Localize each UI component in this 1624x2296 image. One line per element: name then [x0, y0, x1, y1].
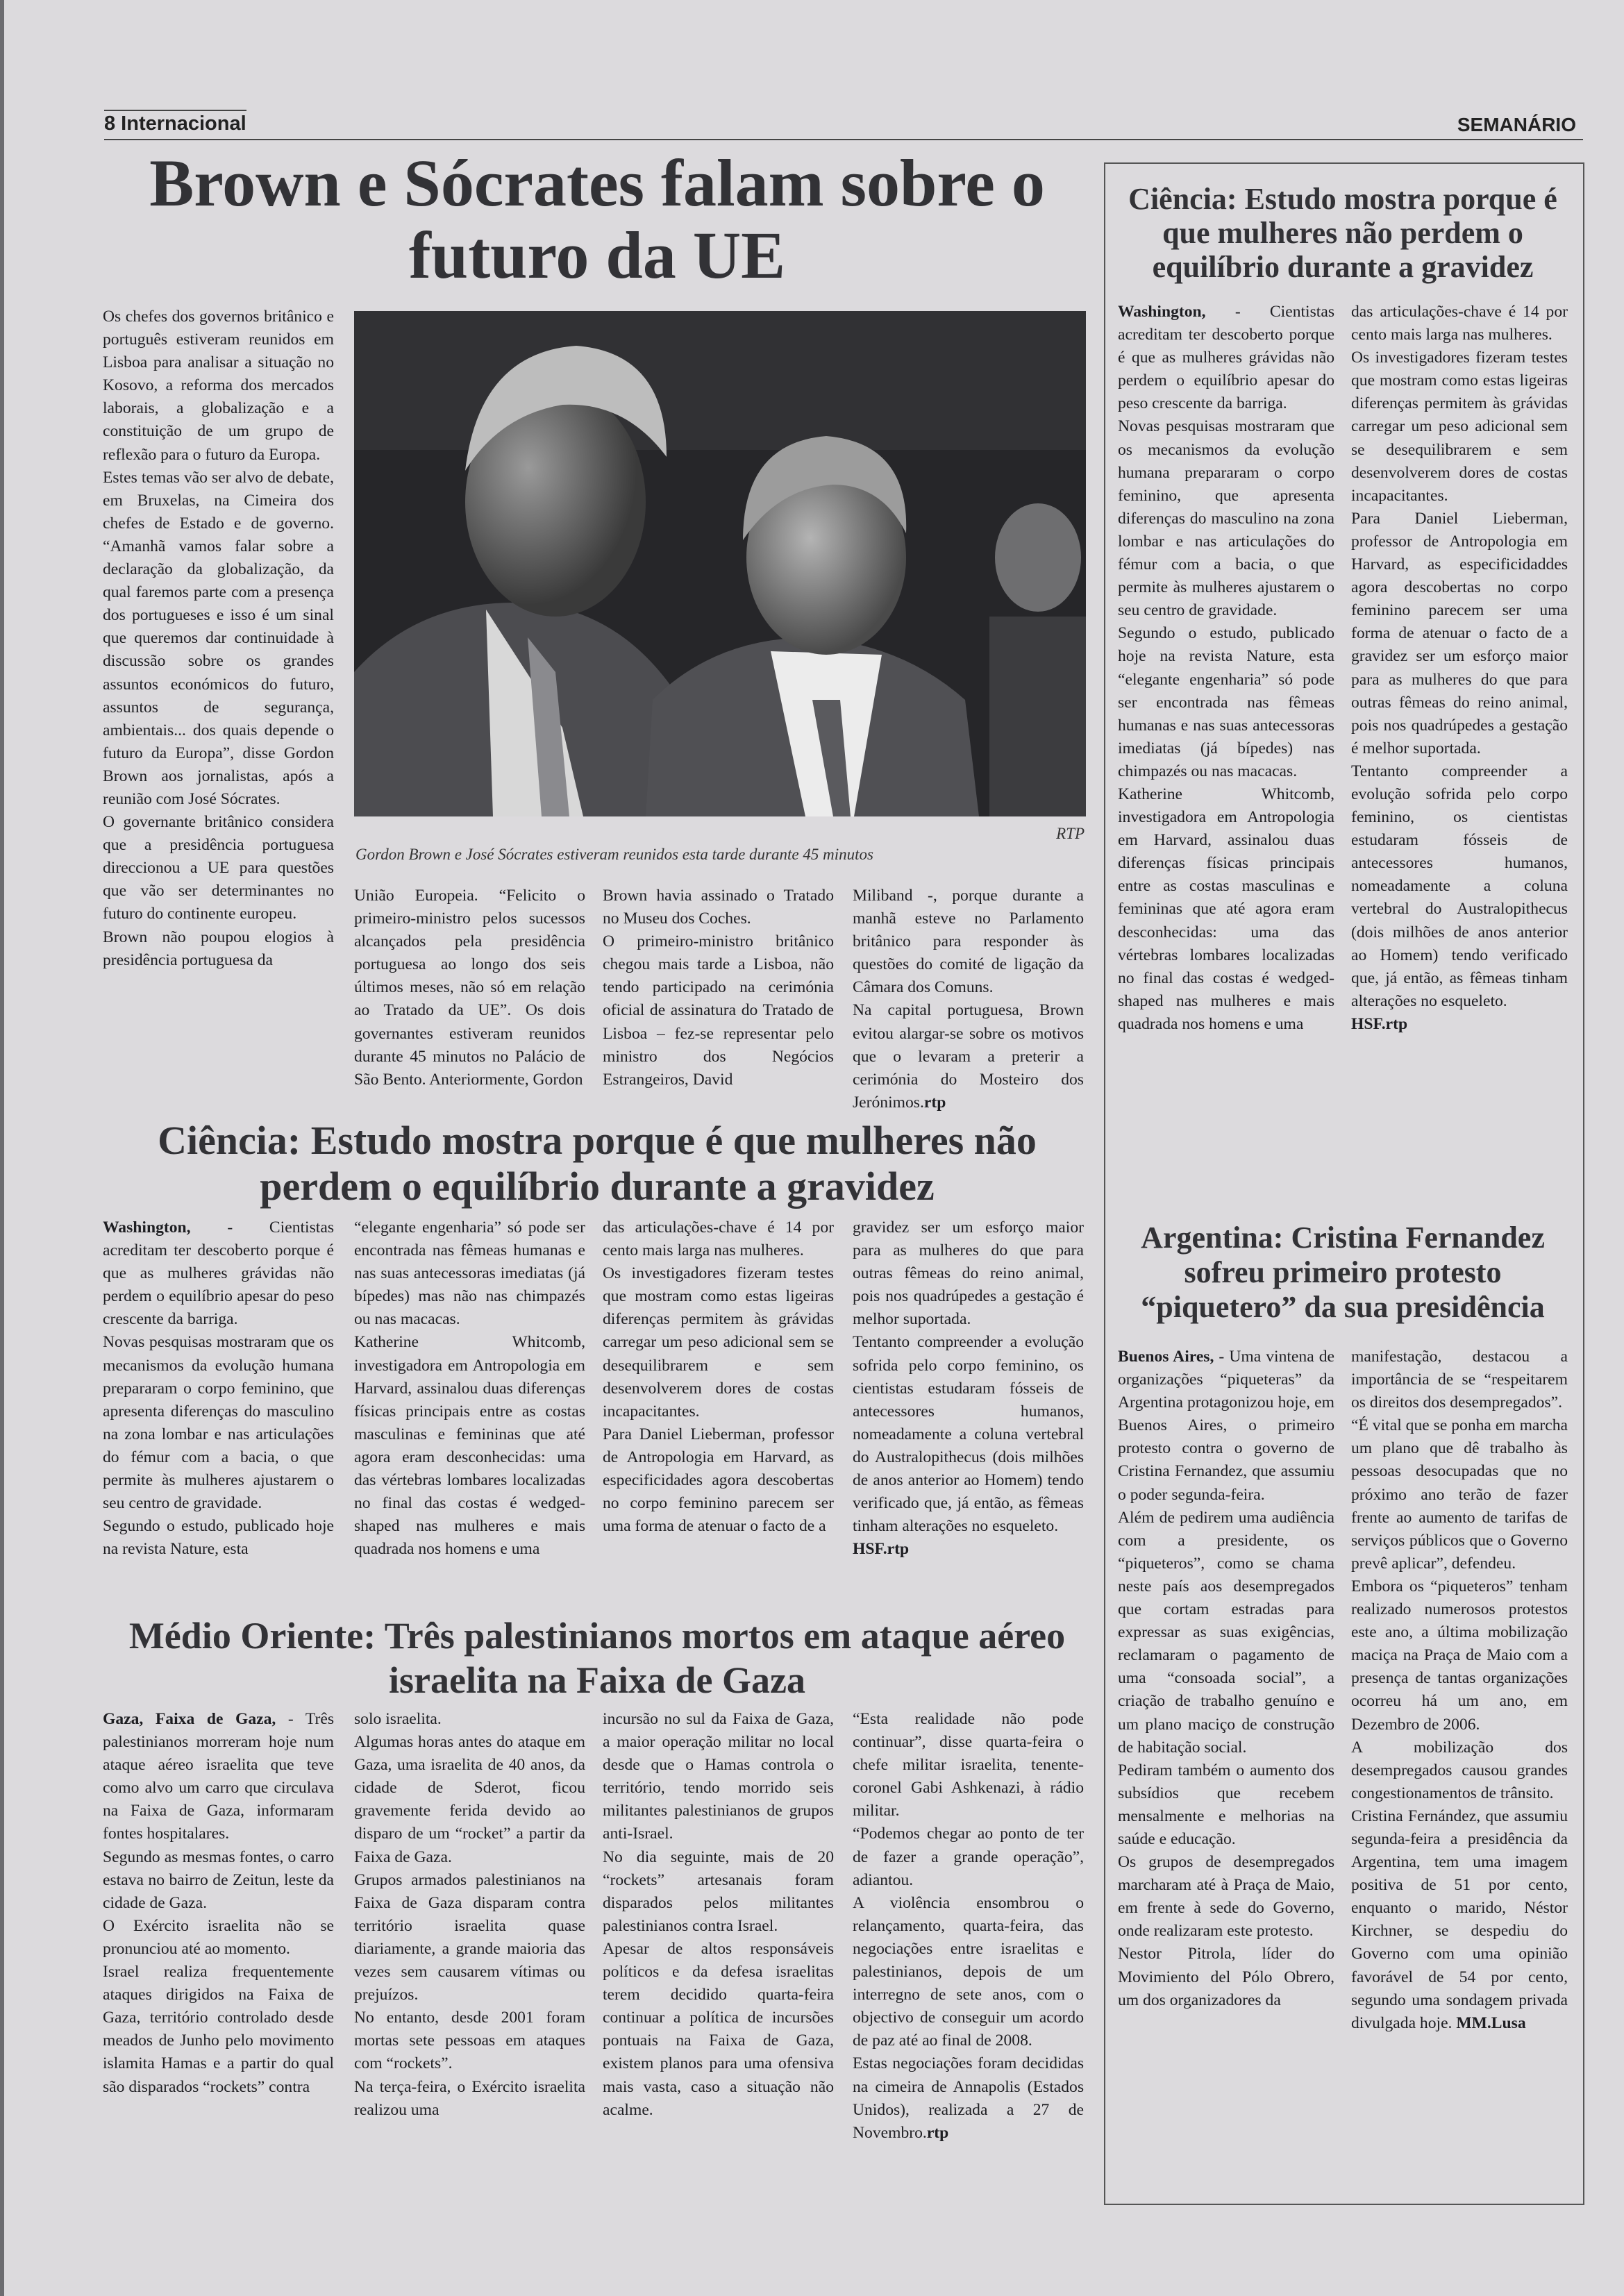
paragraph [1351, 1805, 1568, 2035]
paragraph: “Podemos chegar ao ponto de ter de fazer a grande operação”, adiantou. [853, 1825, 1084, 1889]
article-signature: MM.Lusa [1456, 2013, 1526, 2032]
lead-text: - Cientistas acreditam ter descoberto porque é que as mulheres grávidas não perdem o equilíbrio apesar do peso crescente da barriga. [1118, 303, 1334, 413]
caption-text: Gordon Brown e José Sócrates estiveram reunidos esta tarde durante 45 minutos [355, 846, 873, 863]
paragraph: O primeiro-ministro britânico chegou mais tarde a Lisboa, não tendo participado na cerimónia oficial de assinatura do Tratado de Lisboa – fez-se representar pelo ministro dos Negócios Estrangeiros, David [603, 932, 834, 1089]
brown-socrates-col1 [103, 305, 334, 1118]
paragraph: “Esta realidade não pode continuar”, disse quarta-feira o chefe militar israelita, tenente-coronel Gabi Ashkenazi, à rádio militar. [853, 1710, 1084, 1820]
paragraph: Para Daniel Lieberman, professor de Antropologia em Harvard, as especificidades agora descobertas no corpo feminino parecem ser uma forma de atenuar o facto de a [603, 1425, 834, 1536]
article-signature: HSF.rtp [1351, 1014, 1408, 1033]
sidebar-ciencia-col1 [1118, 301, 1334, 1203]
lead-text: - Cientistas acreditam ter descoberto porque é que as mulheres grávidas não perdem o equilíbrio apesar do peso crescente da barriga. [103, 1218, 334, 1329]
paragraph [853, 1538, 1084, 1561]
paragraph: das articulações-chave é 14 por cento mais larga nas mulheres. [603, 1218, 834, 1260]
paragraph: Brown não poupou elogios à presidência portuguesa da [103, 928, 334, 969]
lead-text: - Três palestinianos morreram hoje num ataque aéreo israelita que teve como alvo um carro que circulava na Faixa de Gaza, informaram fontes hospitalares. [103, 1710, 334, 1843]
paragraph: A mobilização dos desempregados causou grandes congestionamentos de trânsito. [1351, 1738, 1568, 1802]
medio-oriente-col3 [603, 1708, 834, 2201]
paragraph: Os chefes dos governos britânico e português estiveram reunidos em Lisboa para analisar a situação no Kosovo, a reforma dos mercados laborais, a globalização e a constituição de um grupo de reflexão para o futuro da Europa. [103, 308, 334, 464]
paragraph: Os grupos de desempregados marcharam até à Praça de Maio, em frente à sede do Governo, onde realizaram este protesto. [1118, 1853, 1334, 1941]
paragraph: Algumas horas antes do ataque em Gaza, uma israelita de 40 anos, da cidade de Sderot, ficou gravemente ferida devido ao disparo de um “rocket” a partir da Faixa de Gaza. [354, 1733, 585, 1866]
paragraph: “É vital que se ponha em marcha um plano que dê trabalho às pessoas desocupadas que no próximo ano terão de fazer frente ao aumento de tarifas de serviços públicos que o Governo prevê aplicar”, defendeu. [1351, 1416, 1568, 1573]
brown-socrates-headline: Brown e Sócrates falam sobre o futuro da UE [149, 146, 1045, 292]
section-label: 8 Internacional [104, 110, 246, 135]
photo-credit: RTP [1056, 825, 1085, 842]
photo-leaders-image [354, 311, 1086, 816]
ciencia-col3 [603, 1216, 834, 1612]
dateline: Washington, [1118, 303, 1206, 321]
paragraph: Além de pedirem uma audiência com a presidente, os “piqueteros”, como se chama neste país aos desempregados que cortam estradas para expressar as suas exigências, reclamaram o pagamento de uma “consoada social”, a criação de trabalho genuíno e um plano maciço de construção de habitação social. [1118, 1508, 1334, 1757]
medio-oriente-col2 [354, 1708, 585, 2201]
paragraph [103, 1216, 334, 1331]
paragraph [1351, 1013, 1568, 1036]
lead-text: - Uma vintena de organizações “piqueteras” da Argentina protagonizou hoje, em Buenos Aires, o primeiro protesto contra o governo de Cristina Fernandez, que assumiu o poder segunda-feira. [1118, 1348, 1334, 1504]
article-signature: rtp [926, 2123, 949, 2142]
paragraph: Katherine Whitcomb, investigadora em Antropologia em Harvard, assinalou duas diferenças físicas principais entre as costas masculinas e femininas que até agora eram desconhecidas: uma das vértebras lombares localizadas no final das costas é wedged-shaped nas mulheres e mais quadrada nos homens e uma [354, 1333, 585, 1559]
paragraph: Brown havia assinado o Tratado no Museu dos Coches. [603, 887, 834, 928]
article-signature: HSF.rtp [853, 1540, 910, 1559]
paragraph: A violência ensombrou o relançamento, quarta-feira, das negociações entre israelitas e palestinianos, depois de um interregno de sete anos, com o objectivo de conseguir um acordo de paz até ao final de 2008. [853, 1893, 1084, 2050]
paragraph: União Europeia. “Felicito o primeiro-ministro pelos sucessos alcançados pela presidência portuguesa ao longo dos seis últimos meses, não só em relação ao Tratado da UE”. Os dois governantes estiveram reunidos durante 45 minutos no Palácio de São Bento. Anteriormente, Gordon [354, 887, 585, 1089]
paragraph: Nestor Pitrola, líder do Movimiento del Pólo Obrero, um dos organizadores da [1118, 1945, 1334, 2009]
paragraph: Grupos armados palestinianos na Faixa de Gaza disparam contra território israelita quase diariamente, a grande maioria das vezes sem causarem vítimas ou prejuízos. [354, 1870, 585, 2004]
ciencia-col4 [853, 1216, 1084, 1612]
paragraph: Segundo o estudo, publicado hoje na revista Nature, esta [103, 1517, 334, 1559]
paragraph [1118, 301, 1334, 415]
paragraph: Na terça-feira, o Exército israelita realizou uma [354, 2077, 585, 2119]
paragraph: gravidez ser um esforço maior para as mulheres do que para outras fêmeas do reino animal, pois nos quadrúpedes a gestação é melhor suportada. [853, 1218, 1084, 1329]
sidebar-argentina-col2 [1351, 1346, 1568, 2193]
paragraph-text: Estas negociações foram decididas na cimeira de Annapolis (Estados Unidos), realizada a 27 de Novembro. [853, 2054, 1084, 2142]
paragraph [853, 2052, 1084, 2144]
paragraph-text: Cristina Fernández, que assumiu segunda-feira a presidência da Argentina, tem uma imagem positiva de 51 por cento, enquanto o marido, Néstor Kirchner, se despediu do Governo com uma opinião favorável de 54 por cento, segundo uma sondagem privada divulgada hoje. [1351, 1807, 1568, 2032]
paragraph: Pediram também o aumento dos subsídios que recebem mensalmente e melhorias na saúde e educação. [1118, 1761, 1334, 1848]
medio-oriente-headline: Médio Oriente: Três palestinianos mortos em ataque aéreo israelita na Faixa de Gaza [128, 1615, 1066, 1701]
paragraph: Novas pesquisas mostraram que os mecanismos da evolução humana prepararam o corpo feminino, que apresenta diferenças do masculino na zona lombar e nas articulações do fémur com a bacia, o que permite às mulheres ajustarem o seu centro de gravidade. [103, 1333, 334, 1513]
sidebar-argentina-col1 [1118, 1346, 1334, 2193]
page-edge [0, 0, 4, 2296]
article-signature: rtp [923, 1093, 946, 1112]
paragraph: Os investigadores fizeram testes que mostram como estas ligeiras diferenças permitem às grávidas carregar um peso adicional sem se desequilibrarem e sem desenvolverem dores de costas incapacitantes. [1351, 349, 1568, 505]
news-photo [354, 311, 1086, 816]
sidebar-argentina-headline: Argentina: Cristina Fernandez sofreu primeiro protesto “piquetero” da sua presidência [1141, 1221, 1545, 1324]
paragraph: Na capital portuguesa, Brown evitou alargar-se sobre os motivos que o levaram a preterir a cerimónia do Mosteiro dos Jerónimos.rtp [853, 1001, 1084, 1112]
paragraph [103, 1708, 334, 1846]
paragraph: solo israelita. [354, 1710, 442, 1728]
sidebar-ciencia-headline: Ciência: Estudo mostra porque é que mulheres não perdem o equilíbrio durante a gravidez [1128, 182, 1557, 284]
paragraph: Katherine Whitcomb, investigadora em Antropologia em Harvard, assinalou duas diferenças físicas principais entre as costas masculinas e femininas que até agora eram desconhecidas: uma das vértebras lombares localizadas no final das costas é wedged-shaped nas mulheres e mais quadrada nos homens e uma [1118, 785, 1334, 1033]
publication-name: SEMANÁRIO [1457, 114, 1576, 135]
paragraph: Miliband -, porque durante a manhã esteve no Parlamento britânico para responder às questões do comité de ligação da Câmara dos Comuns. [853, 887, 1084, 997]
brown-socrates-col3 [603, 885, 834, 1118]
page-header [104, 110, 1583, 140]
paragraph: No entanto, desde 2001 foram mortas sete pessoas em ataques com “rockets”. [354, 2009, 585, 2073]
paragraph: Os investigadores fizeram testes que mostram como estas ligeiras diferenças permitem às grávidas carregar um peso adicional sem se desequilibrarem e sem desenvolverem dores de costas incapacitantes. [603, 1264, 834, 1421]
paragraph: O Exército israelita não se pronunciou até ao momento. [103, 1916, 334, 1958]
photo-caption [355, 825, 1085, 864]
dateline: Buenos Aires, [1118, 1348, 1214, 1366]
paragraph: Novas pesquisas mostraram que os mecanismos da evolução humana prepararam o corpo feminino, que apresenta diferenças do masculino na zona lombar e nas articulações do fémur com a bacia, o que permite às mulheres ajustarem o seu centro de gravidade. [1118, 417, 1334, 620]
ciencia-headline: Ciência: Estudo mostra porque é que mulheres não perdem o equilíbrio durante a gravidez [158, 1118, 1037, 1209]
paragraph [1118, 1346, 1334, 1507]
paragraph: Embora os “piqueteros” tenham realizado numerosos protestos este ano, a última mobilização maciça na Praça de Maio com a presença de tantas organizações ocorreu há um ano, em Dezembro de 2006. [1351, 1577, 1568, 1734]
medio-oriente-col4 [853, 1708, 1084, 2201]
paragraph: das articulações-chave é 14 por cento mais larga nas mulheres. [1351, 303, 1568, 344]
paragraph: No dia seguinte, mais de 20 “rockets” artesanais foram disparados pelos militantes palestinianos contra Israel. [603, 1847, 834, 1935]
ciencia-col1 [103, 1216, 334, 1612]
paragraph: Tentanto compreender a evolução sofrida pelo corpo feminino, os cientistas estudaram fósseis de antecessores humanos, nomeadamente a coluna vertebral do Australopithecus (dois milhões de anos anterior ao Homem) tendo verificado que, já então, as fêmeas tinham alterações no esqueleto. [853, 1333, 1084, 1536]
paragraph: Estes temas vão ser alvo de debate, em Bruxelas, na Cimeira dos chefes de Estado e de governo. “Amanhã vamos falar sobre a declaração da globalização, da qual faremos parte com a presença dos portugueses e isso é um sinal que queremos dar continuidade à discussão sobre os grandes assuntos económicos do futuro, assuntos de segurança, ambientais... dos quais depende o futuro da Europa”, disse Gordon Brown aos jornalistas, após a reunião com José Sócrates. [103, 468, 334, 808]
paragraph: Para Daniel Lieberman, professor de Antropologia em Harvard, as especificidaddes agora descobertas no corpo feminino parecem ser uma forma de atenuar o facto de a gravidez ser um esforço maior para as mulheres do que para outras fêmeas do reino animal, pois nos quadrúpedes a gestação é melhor suportada. [1351, 509, 1568, 757]
paragraph: manifestação, destacou a importância de se “respeitarem os direitos dos desempregados”. [1351, 1348, 1568, 1412]
paragraph: Israel realiza frequentemente ataques dirigidos na Faixa de Gaza, território controlado desde meados de Junho pelo movimento islamita Hamas e a partir do qual são disparados “rockets” contra [103, 1963, 334, 2096]
paragraph: Segundo o estudo, publicado hoje na revista Nature, esta “elegante engenharia” só pode ser encontrada nas fêmeas humanas e nas suas antecessoras imediatas (já bípedes) nas chimpazés ou nas macacas. [1118, 624, 1334, 780]
paragraph: O governante britânico considera que a presidência portuguesa direccionou a UE para questões que vão ser determinantes no futuro do continente europeu. [103, 813, 334, 923]
medio-oriente-col1 [103, 1708, 334, 2201]
paragraph: Apesar de altos responsáveis políticos e da defesa israelitas terem decidido quarta-feira continuar a política de incursões pontuais na Faixa de Gaza, existem planos para uma ofensiva mais vasta, caso a situação não acalme. [603, 1939, 834, 2119]
brown-socrates-col4 [853, 885, 1084, 1118]
paragraph: incursão no sul da Faixa de Gaza, a maior operação militar no local desde que o Hamas controla o território, tendo morrido seis militantes palestinianos de grupos anti-Israel. [603, 1710, 834, 1843]
sidebar-ciencia-col2 [1351, 301, 1568, 1203]
ciencia-col2 [354, 1216, 585, 1612]
dateline: Gaza, Faixa de Gaza, [103, 1710, 276, 1728]
brown-socrates-col2 [354, 885, 585, 1118]
paragraph: Segundo as mesmas fontes, o carro estava no bairro de Zeitun, leste da cidade de Gaza. [103, 1847, 334, 1912]
dateline: Washington, [103, 1218, 191, 1237]
paragraph: Tentanto compreender a evolução sofrida pelo corpo feminino, os cientistas estudaram fósseis de antecessores humanos, nomeadamente a coluna vertebral do Australopithecus (dois milhões de anos anterior ao Homem) tendo verificado que, já então, as fêmeas tinham alterações no esqueleto. [1351, 762, 1568, 1010]
paragraph: “elegante engenharia” só pode ser encontrada nas fêmeas humanas e nas suas antecessoras imediatas (já bípedes) mas não nas chimpazés ou nas macacas. [354, 1218, 585, 1329]
